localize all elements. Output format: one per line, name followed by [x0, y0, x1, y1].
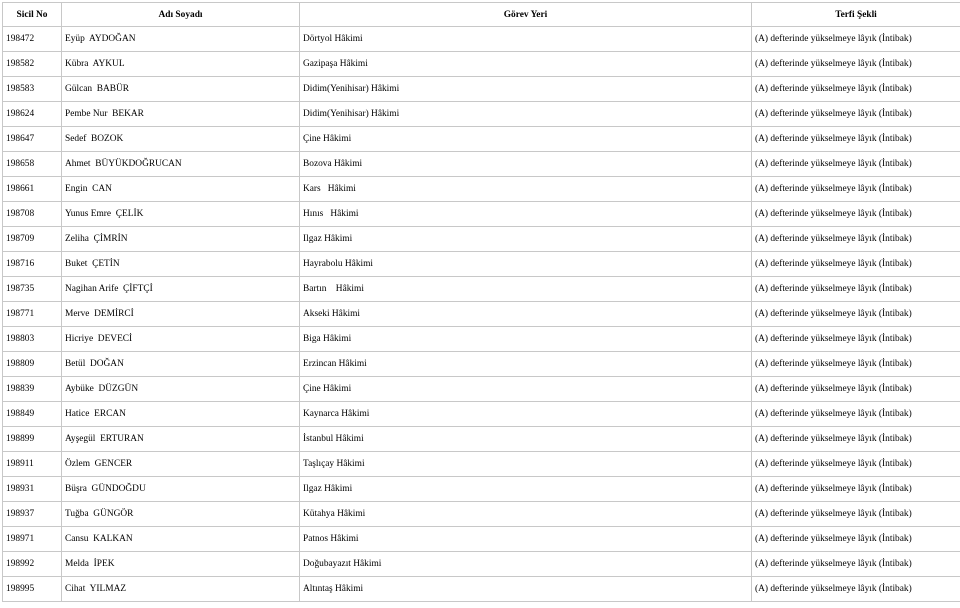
promotion-type-cell: (A) defterinde yükselmeye lâyık (İntibak) — [752, 177, 960, 202]
registry-no-cell: 198472 — [3, 27, 62, 52]
registry-no-cell: 198582 — [3, 52, 62, 77]
full-name-cell: Melda İPEK — [62, 552, 300, 577]
table-row — [3, 502, 960, 527]
promotion-type-cell: (A) defterinde yükselmeye lâyık (İntibak) — [752, 227, 960, 252]
duty-station-cell: Ilgaz Hâkimi — [300, 477, 752, 502]
duty-station-cell: Biga Hâkimi — [300, 327, 752, 352]
duty-station-cell: İstanbul Hâkimi — [300, 427, 752, 452]
duty-station-cell: Çine Hâkimi — [300, 377, 752, 402]
registry-no-cell: 198839 — [3, 377, 62, 402]
table-row — [3, 52, 960, 77]
table-row — [3, 152, 960, 177]
table-row — [3, 477, 960, 502]
registry-no-cell: 198995 — [3, 577, 62, 602]
full-name-cell: Tuğba GÜNGÖR — [62, 502, 300, 527]
duty-station-cell: Altıntaş Hâkimi — [300, 577, 752, 602]
registry-no-cell: 198937 — [3, 502, 62, 527]
promotion-type-cell: (A) defterinde yükselmeye lâyık (İntibak) — [752, 527, 960, 552]
table-row — [3, 227, 960, 252]
duty-station-cell: Çine Hâkimi — [300, 127, 752, 152]
registry-no-cell: 198992 — [3, 552, 62, 577]
full-name-cell: Pembe Nur BEKAR — [62, 102, 300, 127]
column-header-duty-station: Görev Yeri — [300, 3, 752, 27]
duty-station-cell: Bozova Hâkimi — [300, 152, 752, 177]
duty-station-cell: Hınıs Hâkimi — [300, 202, 752, 227]
full-name-cell: Kübra AYKUL — [62, 52, 300, 77]
full-name-cell: Büşra GÜNDOĞDU — [62, 477, 300, 502]
table-row — [3, 527, 960, 552]
promotion-type-cell: (A) defterinde yükselmeye lâyık (İntibak) — [752, 377, 960, 402]
full-name-cell: Eyüp AYDOĞAN — [62, 27, 300, 52]
duty-station-cell: Gazipaşa Hâkimi — [300, 52, 752, 77]
promotion-type-cell: (A) defterinde yükselmeye lâyık (İntibak) — [752, 402, 960, 427]
duty-station-cell: Kars Hâkimi — [300, 177, 752, 202]
duty-station-cell: Akseki Hâkimi — [300, 302, 752, 327]
column-header-registry-no: Sicil No — [3, 3, 62, 27]
duty-station-cell: Bartın Hâkimi — [300, 277, 752, 302]
promotion-type-cell: (A) defterinde yükselmeye lâyık (İntibak) — [752, 352, 960, 377]
duty-station-cell: Taşlıçay Hâkimi — [300, 452, 752, 477]
promotion-table — [2, 2, 960, 602]
full-name-cell: Yunus Emre ÇELİK — [62, 202, 300, 227]
table-row — [3, 27, 960, 52]
promotion-type-cell: (A) defterinde yükselmeye lâyık (İntibak) — [752, 477, 960, 502]
promotion-type-cell: (A) defterinde yükselmeye lâyık (İntibak) — [752, 277, 960, 302]
registry-no-cell: 198661 — [3, 177, 62, 202]
duty-station-cell: Didim(Yenihisar) Hâkimi — [300, 77, 752, 102]
column-header-promotion-type: Terfi Şekli — [752, 3, 960, 27]
table-row — [3, 352, 960, 377]
table-row — [3, 177, 960, 202]
registry-no-cell: 198971 — [3, 527, 62, 552]
table-row — [3, 577, 960, 602]
table-header-row — [3, 3, 960, 27]
full-name-cell: Cihat YILMAZ — [62, 577, 300, 602]
registry-no-cell: 198624 — [3, 102, 62, 127]
promotion-type-cell: (A) defterinde yükselmeye lâyık (İntibak) — [752, 252, 960, 277]
promotion-type-cell: (A) defterinde yükselmeye lâyık (İntibak) — [752, 102, 960, 127]
promotion-type-cell: (A) defterinde yükselmeye lâyık (İntibak) — [752, 302, 960, 327]
duty-station-cell: Kütahya Hâkimi — [300, 502, 752, 527]
registry-no-cell: 198709 — [3, 227, 62, 252]
promotion-type-cell: (A) defterinde yükselmeye lâyık (İntibak) — [752, 327, 960, 352]
duty-station-cell: Didim(Yenihisar) Hâkimi — [300, 102, 752, 127]
registry-no-cell: 198849 — [3, 402, 62, 427]
table-row — [3, 102, 960, 127]
promotion-type-cell: (A) defterinde yükselmeye lâyık (İntibak) — [752, 127, 960, 152]
registry-no-cell: 198771 — [3, 302, 62, 327]
full-name-cell: Hatice ERCAN — [62, 402, 300, 427]
registry-no-cell: 198809 — [3, 352, 62, 377]
table-row — [3, 252, 960, 277]
full-name-cell: Zeliha ÇİMRİN — [62, 227, 300, 252]
promotion-type-cell: (A) defterinde yükselmeye lâyık (İntibak) — [752, 52, 960, 77]
full-name-cell: Nagihan Arife ÇİFTÇİ — [62, 277, 300, 302]
promotion-type-cell: (A) defterinde yükselmeye lâyık (İntibak) — [752, 552, 960, 577]
full-name-cell: Özlem GENCER — [62, 452, 300, 477]
duty-station-cell: Patnos Hâkimi — [300, 527, 752, 552]
full-name-cell: Hicriye DEVECİ — [62, 327, 300, 352]
duty-station-cell: Ilgaz Hâkimi — [300, 227, 752, 252]
full-name-cell: Cansu KALKAN — [62, 527, 300, 552]
table-row — [3, 377, 960, 402]
full-name-cell: Betül DOĞAN — [62, 352, 300, 377]
column-header-full-name: Adı Soyadı — [62, 3, 300, 27]
table-row — [3, 402, 960, 427]
registry-no-cell: 198735 — [3, 277, 62, 302]
full-name-cell: Ahmet BÜYÜKDOĞRUCAN — [62, 152, 300, 177]
table-row — [3, 77, 960, 102]
full-name-cell: Ayşegül ERTURAN — [62, 427, 300, 452]
full-name-cell: Buket ÇETİN — [62, 252, 300, 277]
promotion-type-cell: (A) defterinde yükselmeye lâyık (İntibak) — [752, 77, 960, 102]
registry-no-cell: 198911 — [3, 452, 62, 477]
registry-no-cell: 198803 — [3, 327, 62, 352]
duty-station-cell: Dörtyol Hâkimi — [300, 27, 752, 52]
promotion-type-cell: (A) defterinde yükselmeye lâyık (İntibak) — [752, 502, 960, 527]
full-name-cell: Aybüke DÜZGÜN — [62, 377, 300, 402]
duty-station-cell: Kaynarca Hâkimi — [300, 402, 752, 427]
promotion-type-cell: (A) defterinde yükselmeye lâyık (İntibak) — [752, 452, 960, 477]
promotion-type-cell: (A) defterinde yükselmeye lâyık (İntibak) — [752, 152, 960, 177]
promotion-type-cell: (A) defterinde yükselmeye lâyık (İntibak) — [752, 27, 960, 52]
registry-no-cell: 198899 — [3, 427, 62, 452]
duty-station-cell: Doğubayazıt Hâkimi — [300, 552, 752, 577]
duty-station-cell: Erzincan Hâkimi — [300, 352, 752, 377]
registry-no-cell: 198658 — [3, 152, 62, 177]
promotion-type-cell: (A) defterinde yükselmeye lâyık (İntibak) — [752, 427, 960, 452]
table-row — [3, 127, 960, 152]
registry-no-cell: 198708 — [3, 202, 62, 227]
table-row — [3, 202, 960, 227]
table-row — [3, 427, 960, 452]
table-row — [3, 302, 960, 327]
promotion-type-cell: (A) defterinde yükselmeye lâyık (İntibak) — [752, 202, 960, 227]
registry-no-cell: 198647 — [3, 127, 62, 152]
table-row — [3, 552, 960, 577]
registry-no-cell: 198583 — [3, 77, 62, 102]
table-row — [3, 452, 960, 477]
registry-no-cell: 198716 — [3, 252, 62, 277]
full-name-cell: Merve DEMİRCİ — [62, 302, 300, 327]
full-name-cell: Gülcan BABÜR — [62, 77, 300, 102]
full-name-cell: Engin CAN — [62, 177, 300, 202]
full-name-cell: Sedef BOZOK — [62, 127, 300, 152]
duty-station-cell: Hayrabolu Hâkimi — [300, 252, 752, 277]
table-row — [3, 277, 960, 302]
table-row — [3, 327, 960, 352]
registry-no-cell: 198931 — [3, 477, 62, 502]
table-body — [3, 27, 960, 602]
promotion-type-cell: (A) defterinde yükselmeye lâyık (İntibak) — [752, 577, 960, 602]
